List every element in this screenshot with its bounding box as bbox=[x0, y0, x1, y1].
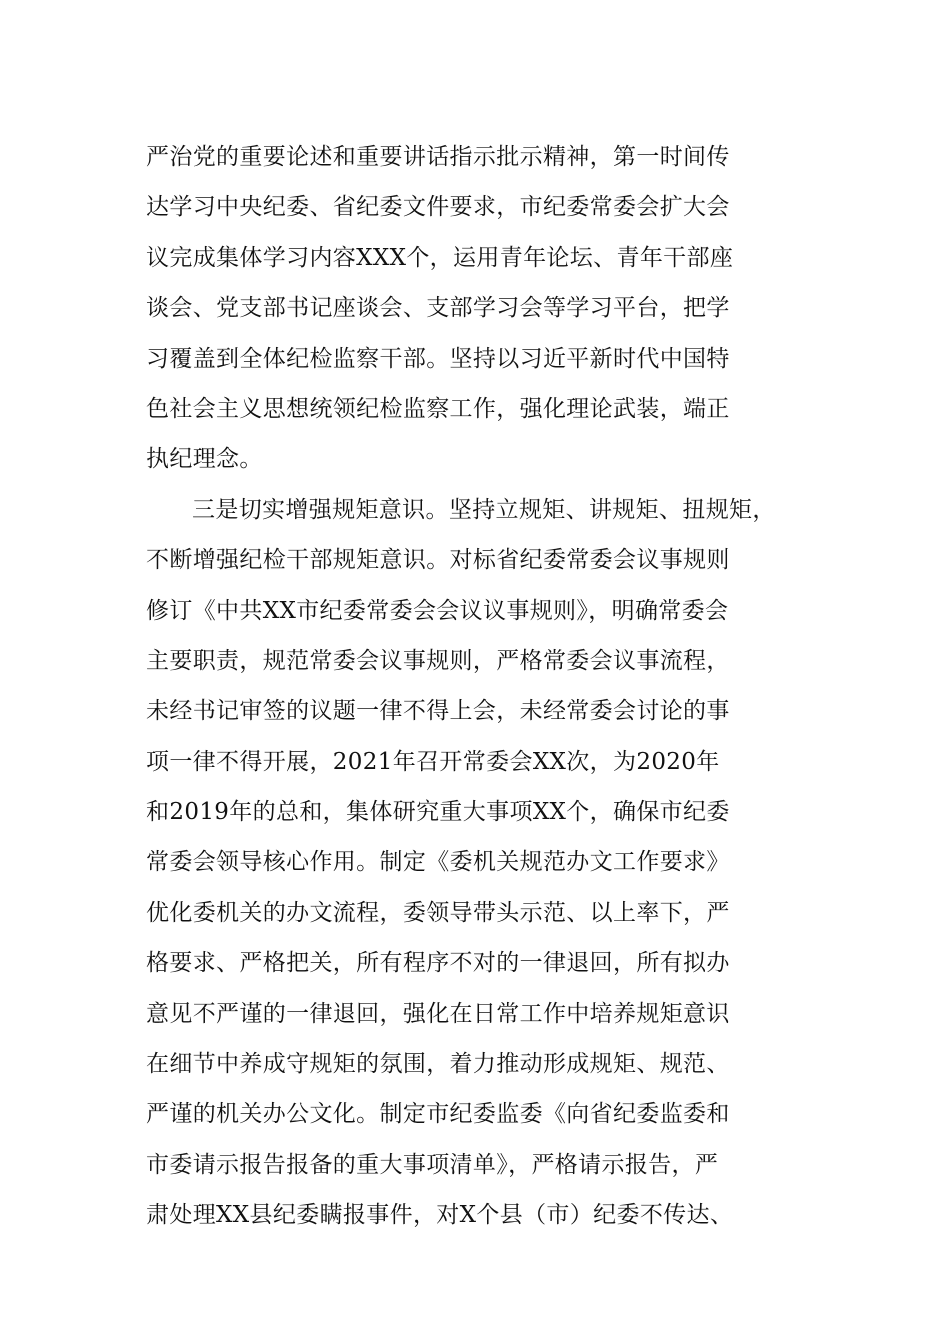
document-body bbox=[146, 132, 836, 1241]
paragraph-start-line: 三是切实增强规矩意识。坚持立规矩、讲规矩、扭规矩， bbox=[192, 496, 776, 523]
text-line: 修订《中共XX市纪委常委会会议议事规则》，明确常委会 bbox=[146, 597, 729, 624]
text-line: 常委会领导核心作用。制定《委机关规范办文工作要求》 bbox=[146, 849, 730, 876]
text-line: 严谨的机关办公文化。制定市纪委监委《向省纪委监委和 bbox=[146, 1101, 730, 1128]
text-line: 市委请示报告报备的重大事项清单》，严格请示报告，严 bbox=[146, 1151, 719, 1178]
text-line: 议完成集体学习内容XXX个，运用青年论坛、青年干部座 bbox=[146, 244, 734, 271]
text-line: 不断增强纪检干部规矩意识。对标省纪委常委会议事规则 bbox=[146, 547, 730, 574]
text-line: 主要职责，规范常委会议事规则，严格常委会议事流程， bbox=[146, 647, 730, 674]
text-line: 项一律不得开展，2021年召开常委会XX次，为2020年 bbox=[146, 748, 720, 775]
text-line: 肃处理XX县纪委瞒报事件，对X个县（市）纪委不传达、 bbox=[146, 1202, 734, 1229]
text-line: 优化委机关的办文流程，委领导带头示范、以上率下，严 bbox=[146, 899, 730, 926]
text-line: 执纪理念。 bbox=[146, 446, 263, 473]
text-line: 习覆盖到全体纪检监察干部。坚持以习近平新时代中国特 bbox=[146, 345, 730, 372]
text-line: 意见不严谨的一律退回，强化在日常工作中培养规矩意识 bbox=[146, 1000, 730, 1027]
text-line: 和2019年的总和，集体研究重大事项XX个，确保市纪委 bbox=[146, 799, 730, 826]
text-line: 未经书记审签的议题一律不得上会，未经常委会讨论的事 bbox=[146, 698, 730, 725]
text-line: 谈会、党支部书记座谈会、支部学习会等学习平台，把学 bbox=[146, 295, 730, 322]
text-line: 色社会主义思想统领纪检监察工作，强化理论武装，端正 bbox=[146, 395, 730, 422]
text-line: 在细节中养成守规矩的氛围，着力推动形成规矩、规范、 bbox=[146, 1051, 730, 1078]
text-line: 严治党的重要论述和重要讲话指示批示精神，第一时间传 bbox=[146, 144, 730, 170]
text-line: 达学习中央纪委、省纪委文件要求，市纪委常委会扩大会 bbox=[146, 194, 730, 221]
text-line: 格要求、严格把关，所有程序不对的一律退回，所有拟办 bbox=[146, 950, 730, 977]
